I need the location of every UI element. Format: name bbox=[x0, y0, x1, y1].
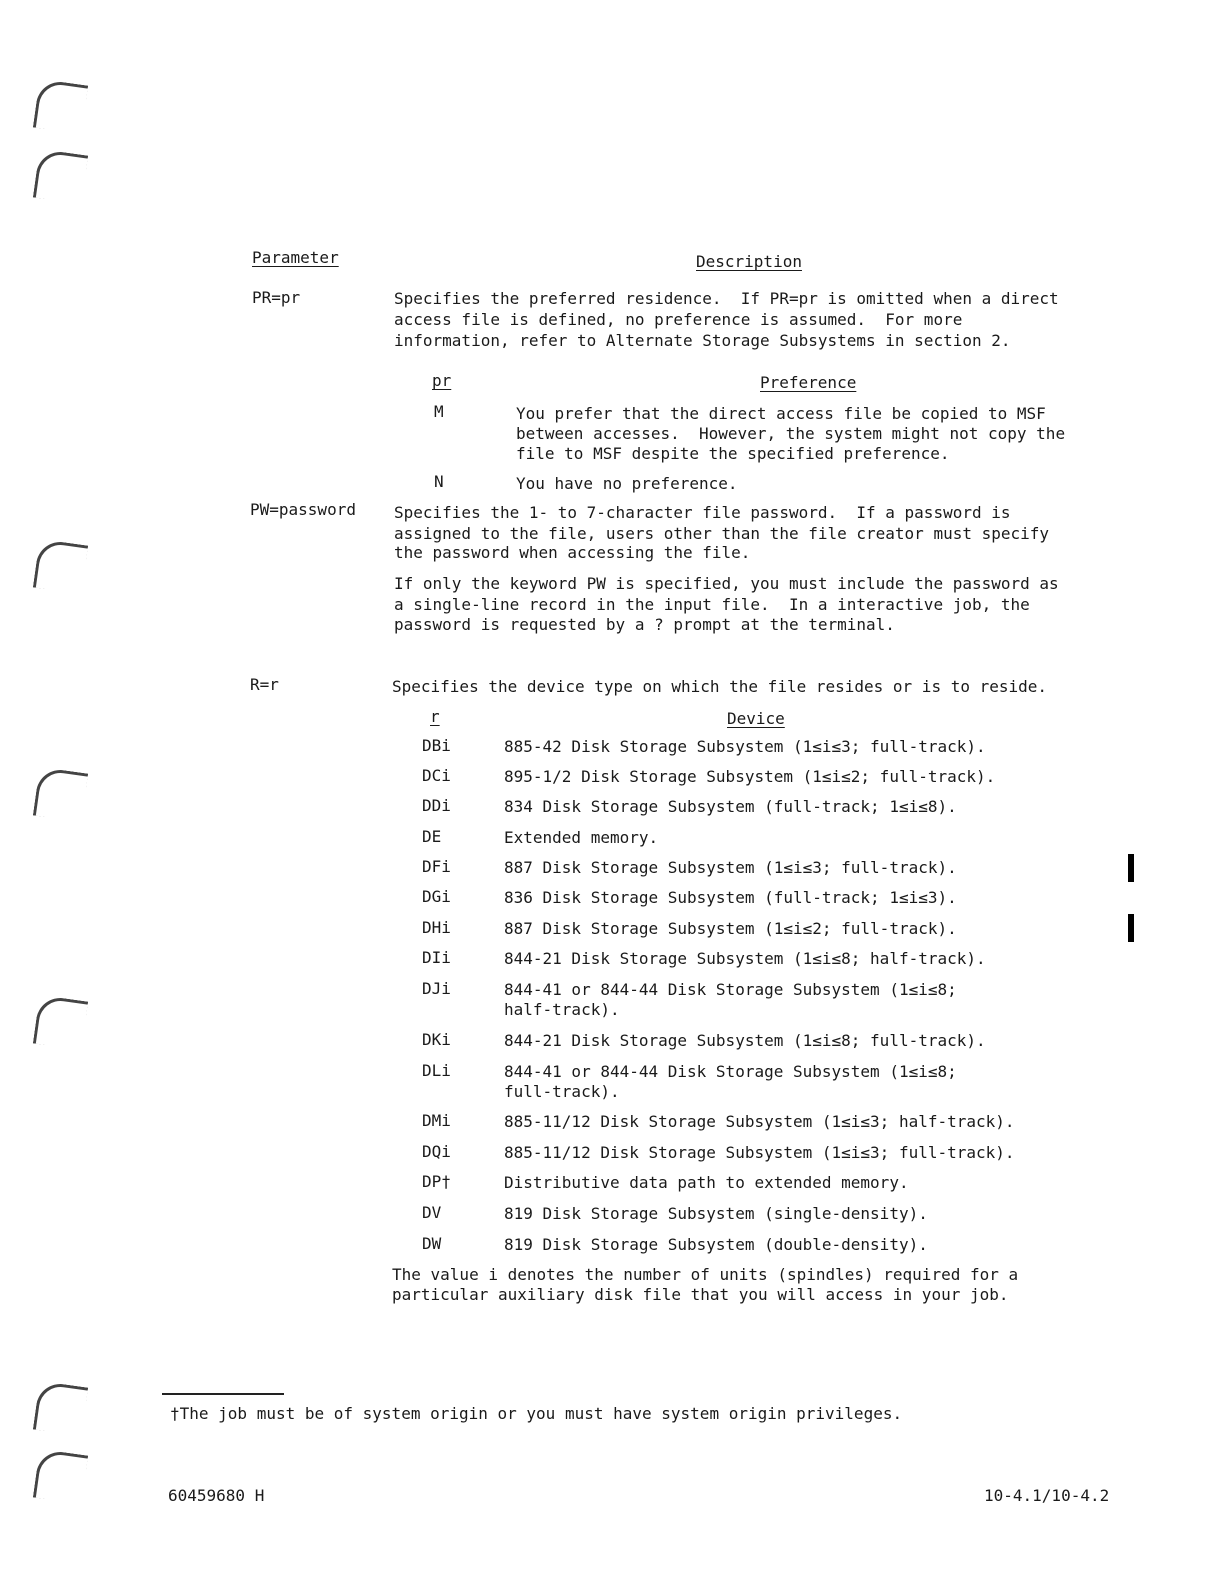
param-pw-para1-line: Specifies the 1- to 7-character file password. If a password is bbox=[394, 503, 1011, 522]
r-row-code: DGi bbox=[422, 887, 451, 906]
param-pw-para2-line: a single-line record in the input file. In a interactive job, the bbox=[394, 595, 1030, 614]
r-row-desc-line: 844-41 or 844-44 Disk Storage Subsystem (1≤i≤8; bbox=[504, 1062, 957, 1081]
param-pw-para1-line: the password when accessing the file. bbox=[394, 543, 751, 562]
pr-row-desc-line: between accesses. However, the system might not copy the bbox=[516, 424, 1066, 443]
pr-row-desc-line: file to MSF despite the specified preference. bbox=[516, 444, 950, 463]
r-row-desc-line: full-track). bbox=[504, 1082, 620, 1101]
r-row-desc-line: 887 Disk Storage Subsystem (1≤i≤2; full-track). bbox=[504, 919, 957, 938]
r-row-desc-line: 836 Disk Storage Subsystem (full-track; 1≤i≤3). bbox=[504, 888, 957, 907]
r-table-header-desc: Device bbox=[727, 709, 785, 728]
r-row-desc-line: 887 Disk Storage Subsystem (1≤i≤3; full-track). bbox=[504, 858, 957, 877]
r-row-desc-line: 844-41 or 844-44 Disk Storage Subsystem (1≤i≤8; bbox=[504, 980, 957, 999]
r-row-code: DCi bbox=[422, 766, 451, 785]
r-row-code: DKi bbox=[422, 1030, 451, 1049]
r-row-desc-line: 895-1/2 Disk Storage Subsystem (1≤i≤2; full-track). bbox=[504, 767, 996, 786]
r-table-header-code: r bbox=[430, 707, 440, 726]
param-pw-para2-line: If only the keyword PW is specified, you must include the password as bbox=[394, 574, 1059, 593]
r-row-desc-line: half-track). bbox=[504, 1000, 620, 1019]
r-row-code: DDi bbox=[422, 796, 451, 815]
footnote: †The job must be of system origin or you must have system origin privileges. bbox=[170, 1404, 903, 1423]
r-row-code: DV bbox=[422, 1203, 442, 1222]
pr-table-header-code: pr bbox=[432, 371, 452, 390]
param-pw-para1-line: assigned to the file, users other than the file creator must specify bbox=[394, 524, 1050, 543]
r-row-desc-line: 885-11/12 Disk Storage Subsystem (1≤i≤3; full-track). bbox=[504, 1143, 1015, 1162]
r-row-desc-line: Distributive data path to extended memory. bbox=[504, 1173, 909, 1192]
footnote-rule bbox=[162, 1393, 284, 1395]
r-row-code: DW bbox=[422, 1234, 442, 1253]
binder-hole-7 bbox=[33, 1449, 88, 1504]
r-row-code: DLi bbox=[422, 1061, 451, 1080]
r-row-desc-line: 819 Disk Storage Subsystem (single-density). bbox=[504, 1204, 928, 1223]
binder-hole-6 bbox=[33, 1381, 88, 1436]
binder-hole-5 bbox=[33, 995, 88, 1050]
r-row-code: DJi bbox=[422, 979, 451, 998]
header-description: Description bbox=[696, 252, 802, 271]
binder-hole-4 bbox=[33, 767, 88, 822]
param-r-name: R=r bbox=[250, 675, 279, 694]
r-row-code: DQi bbox=[422, 1142, 451, 1161]
pr-row-desc-line: You prefer that the direct access file be copied to MSF bbox=[516, 404, 1046, 423]
r-row-desc-line: 844-21 Disk Storage Subsystem (1≤i≤8; full-track). bbox=[504, 1031, 986, 1050]
r-note-line: particular auxiliary disk file that you will access in your job. bbox=[392, 1285, 1009, 1304]
r-row-code: DP† bbox=[422, 1172, 451, 1191]
binder-hole-1 bbox=[33, 79, 88, 134]
binder-hole-2 bbox=[33, 149, 88, 204]
r-row-desc-line: Extended memory. bbox=[504, 828, 659, 847]
change-bar bbox=[1128, 914, 1134, 942]
param-r-desc: Specifies the device type on which the file resides or is to reside. bbox=[392, 677, 1048, 696]
r-row-code: DE bbox=[422, 827, 442, 846]
binder-hole-3 bbox=[33, 539, 88, 594]
r-row-code: DIi bbox=[422, 948, 451, 967]
param-pr-desc-line: access file is defined, no preference is assumed. For more bbox=[394, 310, 963, 329]
pr-table-header-desc: Preference bbox=[760, 373, 857, 392]
r-row-desc-line: 819 Disk Storage Subsystem (double-density). bbox=[504, 1235, 928, 1254]
r-row-code: DMi bbox=[422, 1111, 451, 1130]
r-row-code: DHi bbox=[422, 918, 451, 937]
header-parameter: Parameter bbox=[252, 248, 339, 267]
doc-number: 60459680 H bbox=[168, 1486, 265, 1505]
r-row-desc-line: 844-21 Disk Storage Subsystem (1≤i≤8; half-track). bbox=[504, 949, 986, 968]
param-pr-desc-line: information, refer to Alternate Storage Subsystems in section 2. bbox=[394, 331, 1011, 350]
param-pw-name: PW=password bbox=[250, 500, 356, 519]
r-row-desc-line: 885-11/12 Disk Storage Subsystem (1≤i≤3; half-track). bbox=[504, 1112, 1015, 1131]
param-pr-desc-line: Specifies the preferred residence. If PR=pr is omitted when a direct bbox=[394, 289, 1059, 308]
param-pr-name: PR=pr bbox=[252, 288, 301, 307]
pr-row-code: M bbox=[434, 402, 444, 421]
page-number: 10-4.1/10-4.2 bbox=[984, 1486, 1110, 1505]
pr-row-desc-line: You have no preference. bbox=[516, 474, 738, 493]
r-row-code: DFi bbox=[422, 857, 451, 876]
param-pw-para2-line: password is requested by a ? prompt at the terminal. bbox=[394, 615, 895, 634]
r-row-desc-line: 834 Disk Storage Subsystem (full-track; 1≤i≤8). bbox=[504, 797, 957, 816]
r-row-code: DBi bbox=[422, 736, 451, 755]
r-row-desc-line: 885-42 Disk Storage Subsystem (1≤i≤3; full-track). bbox=[504, 737, 986, 756]
pr-row-code: N bbox=[434, 472, 444, 491]
change-bar bbox=[1128, 854, 1134, 882]
r-note-line: The value i denotes the number of units (spindles) required for a bbox=[392, 1265, 1019, 1284]
